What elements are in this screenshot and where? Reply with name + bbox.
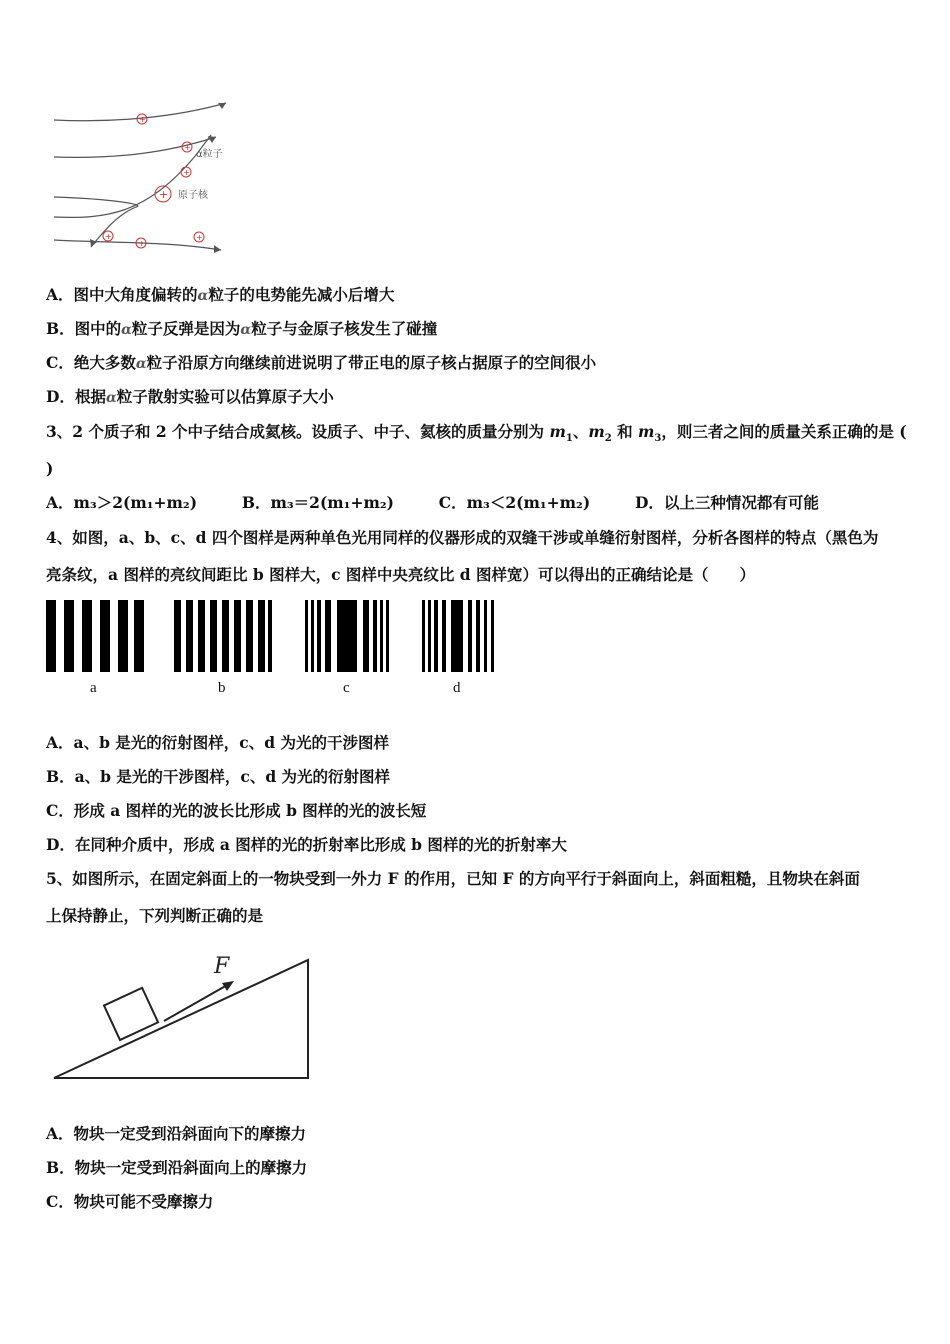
q2-option-d: D．根据α粒子散射实验可以估算原子大小 — [46, 387, 334, 406]
q4-stem-line2: 亮条纹，a 图样的亮纹间距比 b 图样大，c 图样中央亮纹比 d 图样宽）可以得出的正确结论是（ ） — [46, 565, 756, 584]
pattern-c — [305, 600, 389, 672]
pattern-d — [422, 600, 494, 672]
pattern-a — [46, 600, 144, 672]
pattern-label-d: d — [453, 680, 461, 696]
q4-option-d: D．在同种介质中，形成 a 图样的光的折射率比形成 b 图样的光的折射率大 — [46, 835, 567, 854]
svg-text:+: + — [159, 188, 169, 201]
alpha-scattering-figure — [46, 95, 246, 260]
incline-figure — [46, 948, 316, 1082]
force-label: F — [214, 954, 230, 979]
q5-stem-line1: 5、如图所示，在固定斜面上的一物块受到一外力 F 的作用，已知 F 的方向平行于斜面向上，斜面粗糙，且物块在斜面 — [46, 869, 860, 888]
q4-option-b: B．a、b 是光的干涉图样，c、d 为光的衍射图样 — [46, 767, 391, 786]
nucleus-label: 原子核 — [178, 190, 208, 201]
q4-stem-line1: 4、如图，a、b、c、d 四个图样是两种单色光用同样的仪器形成的双缝干涉或单缝衍射图样，分析各图样的特点（黑色为 — [46, 528, 879, 547]
alpha-particle-label: α粒子 — [196, 149, 223, 160]
q2-option-a: A．图中大角度偏转的α粒子的电势能先减小后增大 — [46, 285, 395, 304]
q5-stem-line2: 上保持静止，下列判断正确的是 — [46, 906, 264, 925]
svg-text:+: + — [138, 239, 145, 248]
q2-option-c: C．绝大多数α粒子沿原方向继续前进说明了带正电的原子核占据原子的空间很小 — [46, 353, 597, 372]
pattern-label-c: c — [343, 680, 350, 696]
q3-stem: 3、2 个质子和 2 个中子结合成氦核。设质子、中子、氦核的质量分别为 $m_1$、$m_2$ 和 $m_3$，则三者之间的质量关系正确的是 ( — [46, 422, 907, 445]
q3-options — [46, 493, 819, 513]
q3-option-b: B．m₃＝2(m₁+m₂) — [241, 493, 394, 512]
q5-option-c: C．物块可能不受摩擦力 — [46, 1192, 214, 1211]
q3-option-c: C．m₃＜2(m₁+m₂) — [438, 493, 591, 512]
svg-text:+: + — [139, 115, 146, 124]
svg-text:+: + — [183, 168, 190, 177]
pattern-b — [174, 600, 272, 672]
q4-option-c: C．形成 a 图样的光的波长比形成 b 图样的光的波长短 — [46, 801, 427, 820]
svg-text:+: + — [196, 233, 203, 242]
pattern-label-b: b — [218, 680, 226, 696]
q3-stem-end: ) — [46, 459, 54, 478]
q3-option-a: A．m₃＞2(m₁+m₂) — [46, 493, 198, 512]
q5-option-b: B．物块一定受到沿斜面向上的摩擦力 — [46, 1158, 308, 1177]
q4-option-a: A．a、b 是光的衍射图样，c、d 为光的干涉图样 — [46, 733, 389, 752]
q5-option-a: A．物块一定受到沿斜面向下的摩擦力 — [46, 1124, 307, 1143]
svg-text:+: + — [184, 143, 191, 152]
pattern-label-a: a — [90, 680, 97, 696]
q2-option-b: B．图中的α粒子反弹是因为α粒子与金原子核发生了碰撞 — [46, 319, 438, 338]
q3-option-d: D．以上三种情况都有可能 — [634, 493, 819, 512]
svg-text:+: + — [105, 232, 112, 241]
